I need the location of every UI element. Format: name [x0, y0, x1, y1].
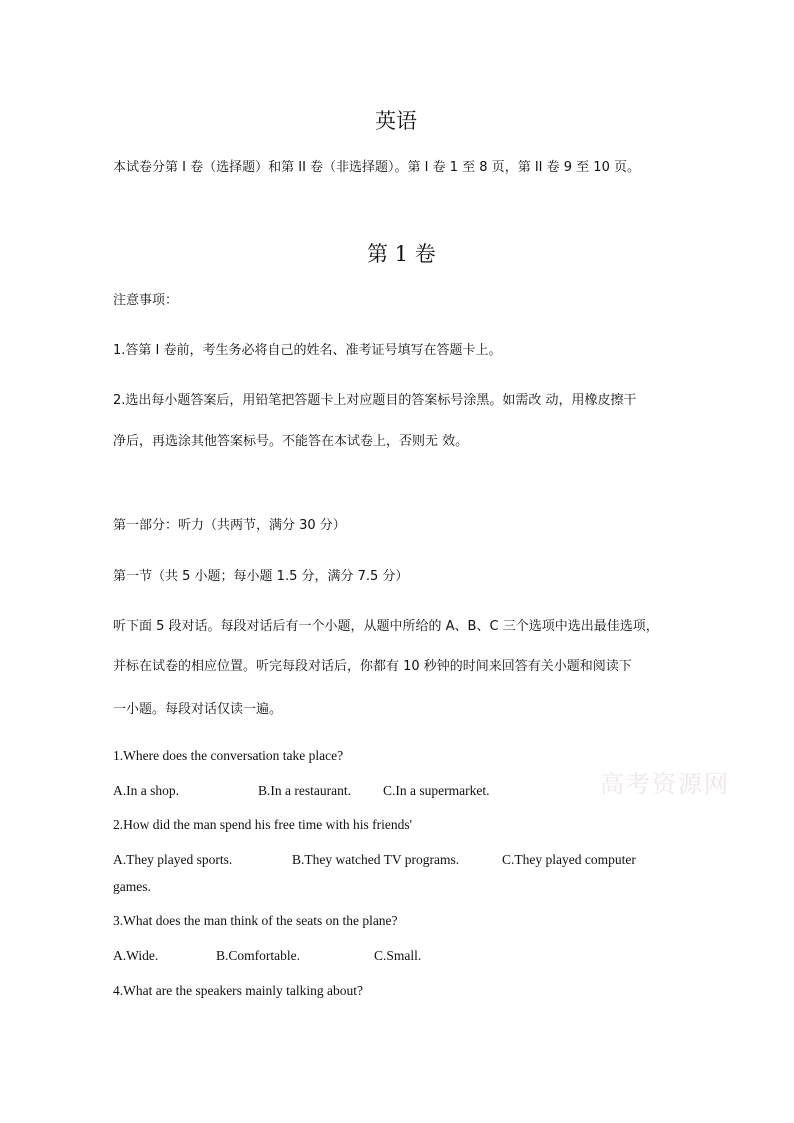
- question-1-option-a: A.In a shop.: [113, 783, 179, 798]
- question-2-option-c-continuation: games.: [113, 879, 151, 894]
- section-one-heading: 第一节（共 5 小题；每小题 1.5 分，满分 7.5 分）: [113, 569, 409, 584]
- notice-item-2-line-1: 2.选出每小题答案后，用铅笔把答题卡上对应题目的答案标号涂黑。如需改 动，用橡皮擦干: [113, 393, 637, 408]
- question-1-stem: 1.Where does the conversation take place?: [113, 748, 344, 763]
- page-title: 英语: [375, 109, 417, 133]
- question-2-option-b: B.They watched TV programs.: [292, 852, 460, 867]
- question-4-stem: 4.What are the speakers mainly talking about?: [113, 983, 364, 998]
- notice-heading: 注意事项：: [113, 293, 179, 308]
- question-3-option-a: A.Wide.: [113, 948, 159, 963]
- question-3-stem: 3.What does the man think of the seats on the plane?: [113, 913, 398, 928]
- instructions-line-1: 听下面 5 段对话。每段对话后有一个小题，从题中所给的 A、B、C 三个选项中选出最佳选项，: [113, 619, 659, 634]
- question-2-option-c: C.They played computer: [502, 852, 636, 867]
- volume-title: 第 1 卷: [367, 242, 436, 266]
- instructions-line-3: 一小题。每段对话仅读一遍。: [113, 702, 283, 717]
- question-3-option-b: B.Comfortable.: [216, 948, 300, 963]
- question-2-option-a: A.They played sports.: [113, 852, 233, 867]
- part-one-heading: 第一部分：听力（共两节，满分 30 分）: [113, 518, 346, 533]
- question-1-option-b: B.In a restaurant.: [258, 783, 351, 798]
- question-2-stem: 2.How did the man spend his free time with his friends': [113, 817, 413, 832]
- question-3-option-c: C.Small.: [374, 948, 422, 963]
- notice-item-2-line-2: 净后，再选涂其他答案标号。不能答在本试卷上，否则无 效。: [113, 434, 469, 449]
- instructions-line-2: 并标在试卷的相应位置。听完每段对话后，你都有 10 秒钟的时间来回答有关小题和阅读下: [113, 659, 632, 674]
- notice-item-1: 1.答第 I 卷前，考生务必将自己的姓名、准考证号填写在答题卡上。: [113, 343, 502, 358]
- exam-intro: 本试卷分第 I 卷（选择题）和第 II 卷（非选择题）。第 I 卷 1 至 8 页，第 II 卷 9 至 10 页。: [113, 160, 640, 175]
- watermark: 高考资源网: [600, 770, 730, 798]
- question-1-option-c: C.In a supermarket.: [383, 783, 490, 798]
